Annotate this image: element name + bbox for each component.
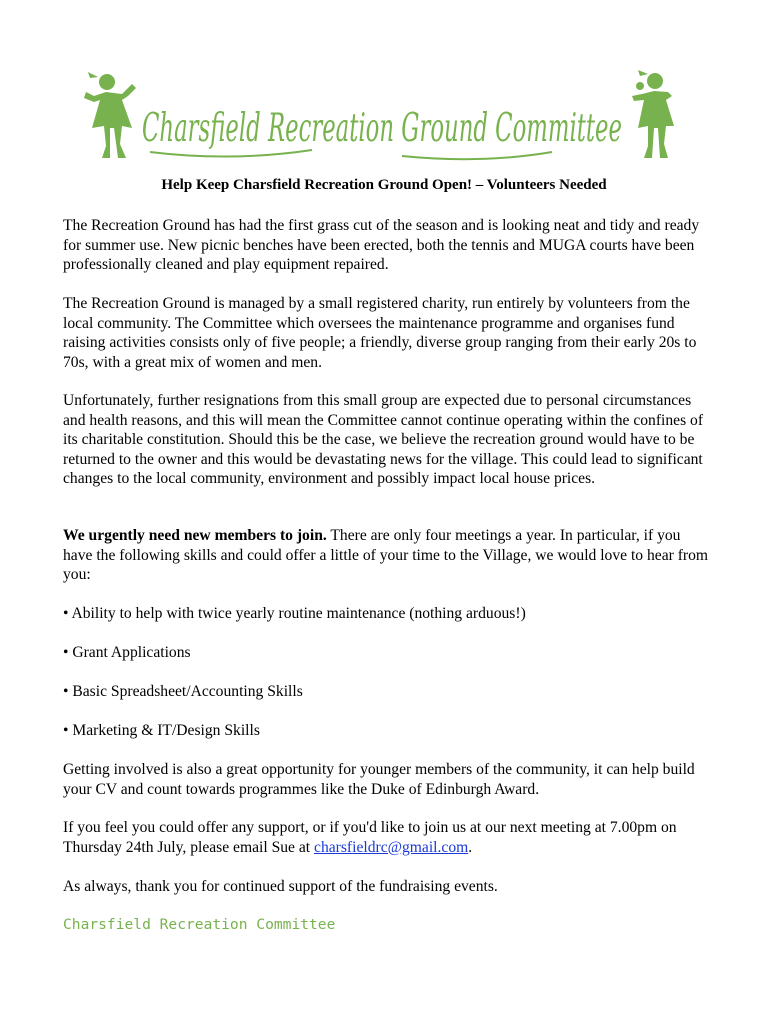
email-link[interactable]: charsfieldrc@gmail.com	[314, 838, 469, 856]
running-child-icon	[84, 72, 136, 158]
paragraph-thanks: As always, thank you for continued support of the fundraising events.	[63, 878, 498, 895]
paragraph-intro: The Recreation Ground has had the first grass cut of the season and is looking neat and tidy and ready for summer use. New picnic benches have been erected, both the tennis and MUGA courts have been professionally cleaned and play equipment repaired.	[63, 217, 700, 274]
urgent-statement: We urgently need new members to join.	[63, 527, 327, 544]
list-item-maintenance: • Ability to help with twice yearly routine maintenance (nothing arduous!)	[63, 605, 526, 622]
list-item-grants: • Grant Applications	[63, 644, 191, 661]
child-with-ball-icon	[632, 70, 674, 158]
signature: Charsfield Recreation Committee	[63, 916, 336, 933]
paragraph-call-to-action	[63, 526, 713, 585]
header-banner	[82, 66, 674, 166]
paragraph-resignations: Unfortunately, further resignations from this small group are expected due to personal circumstances and health reasons, and this will mean the Committee cannot continue operating within the confines of its charitable constitution. Should this be the case, we believe the recreation ground would have to be returned to the owner and this would be devastating news for the village. This could lead to significant changes to the local community, environment and possibly impact local house prices.	[63, 392, 704, 488]
page-title: Help Keep Charsfield Recreation Ground Open! – Volunteers Needed	[161, 177, 607, 193]
paragraph-contact	[63, 818, 713, 857]
paragraph-opportunity: Getting involved is also a great opportunity for younger members of the community, it can help build your CV and count towards programmes like the Duke of Edinburgh Award.	[63, 761, 695, 798]
contact-text-end: .	[468, 838, 473, 856]
list-item-accounting: • Basic Spreadsheet/Accounting Skills	[63, 683, 303, 700]
contact-text: If you feel you could offer any support, or if you'd like to join us at our next meeting at 7.00pm on Thursday 24th July, please email Sue at	[63, 819, 677, 856]
list-item-marketing: • Marketing & IT/Design Skills	[63, 722, 260, 739]
banner-title: Charsfield Recreation Ground Committee	[142, 106, 622, 151]
paragraph-charity: The Recreation Ground is managed by a small registered charity, run entirely by volunteers from the local community. The Committee which oversees the maintenance programme and organises fund raising activities consists only of five people; a friendly, diverse group ranging from their early 20s to 70s, with a great mix of women and men.	[63, 295, 697, 371]
call-to-action-text: There are only four meetings a year. In particular, if you have the following skills and could offer a little of your time to the Village, we would love to hear from you:	[63, 527, 709, 584]
